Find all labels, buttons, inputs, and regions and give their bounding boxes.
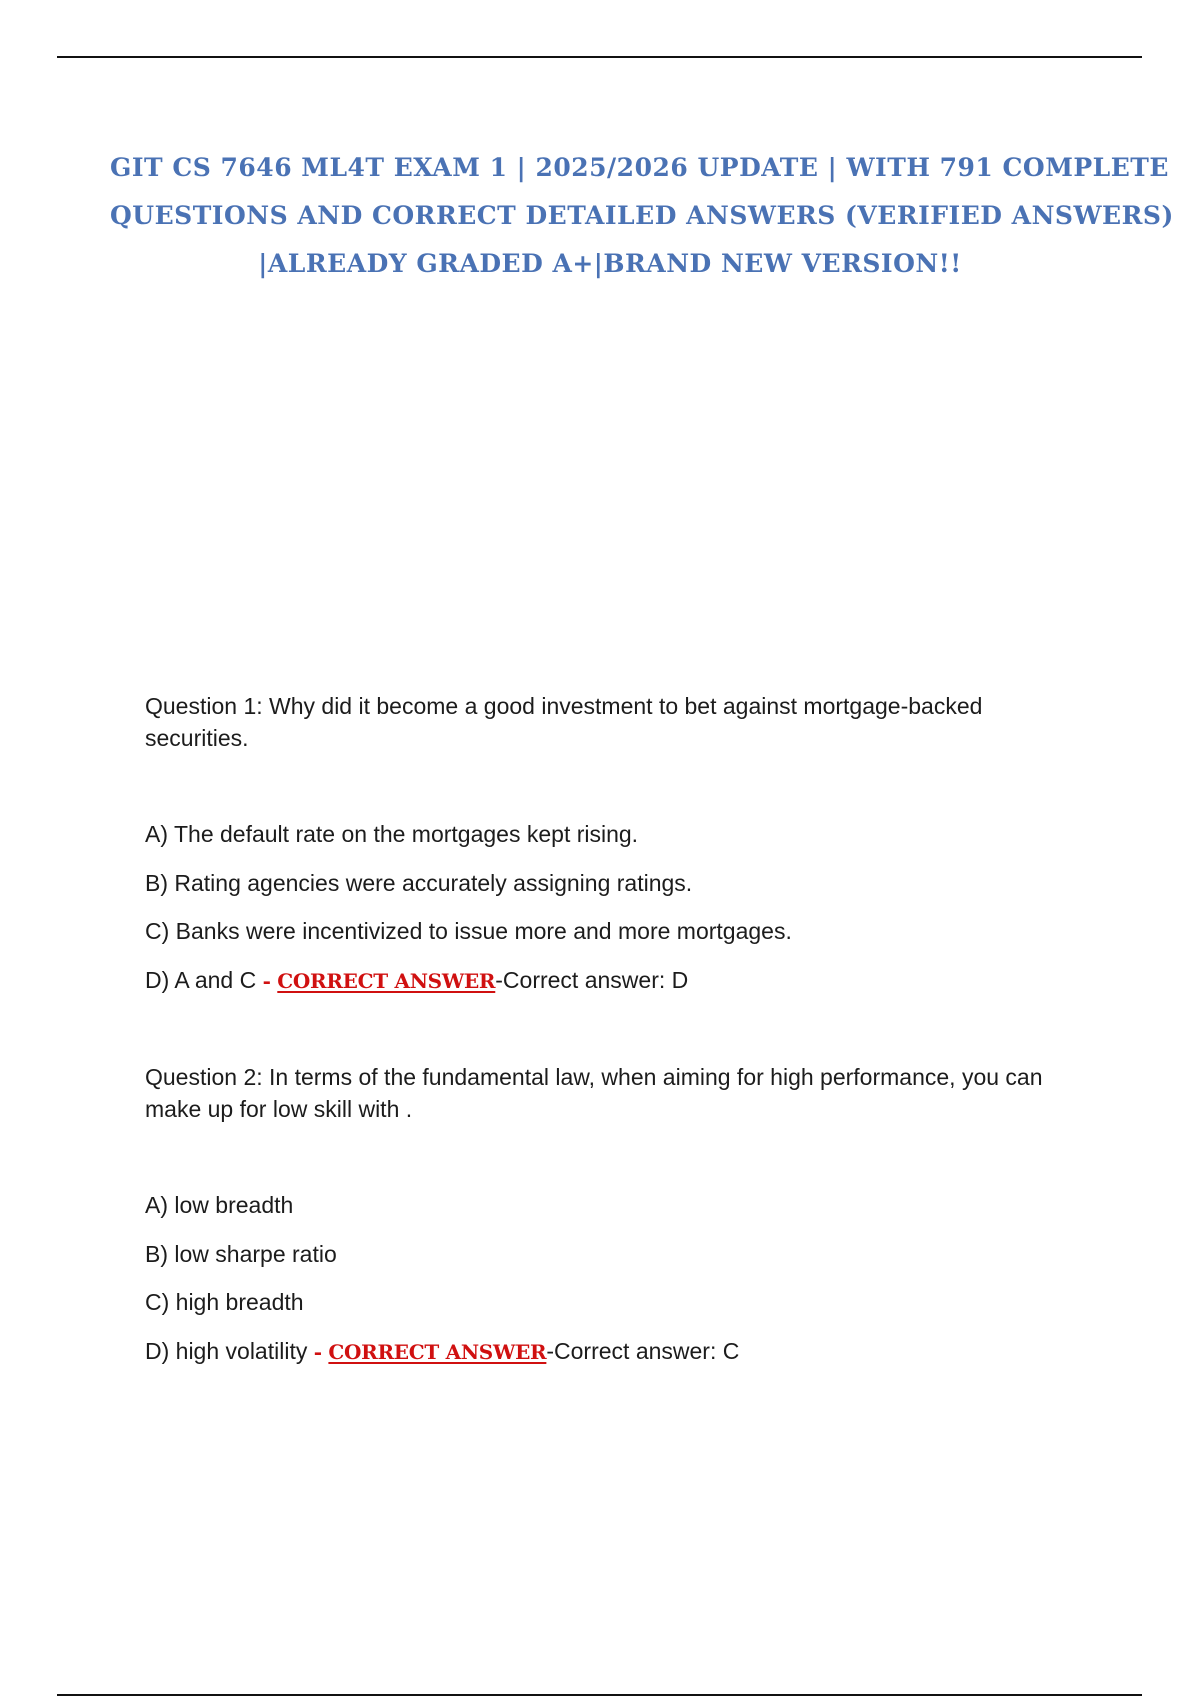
question-1-options <box>145 818 1085 997</box>
correct-answer-dash: - <box>313 1339 329 1364</box>
bottom-rule <box>57 1694 1142 1696</box>
question-2-option-b <box>145 1238 1085 1270</box>
question-2-option-c <box>145 1286 1085 1318</box>
question-2-option-a <box>145 1189 1085 1221</box>
question-1-option-d <box>145 964 1085 997</box>
correct-answer-label: CORRECT ANSWER <box>277 968 496 993</box>
document-title <box>110 144 1174 288</box>
question-1-text: Question 1: Why did it become a good investment to bet against mortgage-backed securities. <box>145 693 983 751</box>
title-line-1: GIT CS 7646 ML4T EXAM 1 | 2025/2026 UPDATE | WITH 791 COMPLETE <box>110 153 1169 182</box>
question-1-option-b <box>145 867 1085 899</box>
correct-answer-tag <box>314 1340 547 1364</box>
option-text: B) Rating agencies were accurately assigning ratings. <box>145 869 693 896</box>
option-text: D) high volatility <box>145 1337 314 1364</box>
top-rule <box>57 56 1142 58</box>
question-2-text: Question 2: In terms of the fundamental law, when aiming for high performance, you can make up for low skill with . <box>145 1064 1043 1122</box>
question-1-option-a <box>145 818 1085 850</box>
title-line-3: |ALREADY GRADED A+|BRAND NEW VERSION!! <box>258 249 962 278</box>
correct-answer-label: CORRECT ANSWER <box>328 1339 547 1364</box>
option-text: A) low breadth <box>145 1192 294 1218</box>
option-text: B) low sharpe ratio <box>145 1240 337 1267</box>
question-2-option-d <box>145 1335 1085 1368</box>
option-text: A) The default rate on the mortgages kept rising. <box>145 821 639 847</box>
question-1-answer: -Correct answer: D <box>495 966 689 993</box>
question-2 <box>145 1061 1085 1368</box>
option-text: C) high breadth <box>145 1289 304 1315</box>
option-text: D) A and C <box>145 966 263 993</box>
correct-answer-dash: - <box>262 968 278 993</box>
question-2-answer: -Correct answer: C <box>546 1337 740 1364</box>
correct-answer-tag <box>263 969 496 993</box>
title-line-2: QUESTIONS AND CORRECT DETAILED ANSWERS (VERIFIED ANSWERS) <box>110 201 1174 230</box>
option-text: C) Banks were incentivized to issue more and more mortgages. <box>145 918 792 944</box>
question-1-option-c <box>145 915 1085 947</box>
question-1 <box>145 690 1085 997</box>
question-2-options <box>145 1189 1085 1368</box>
